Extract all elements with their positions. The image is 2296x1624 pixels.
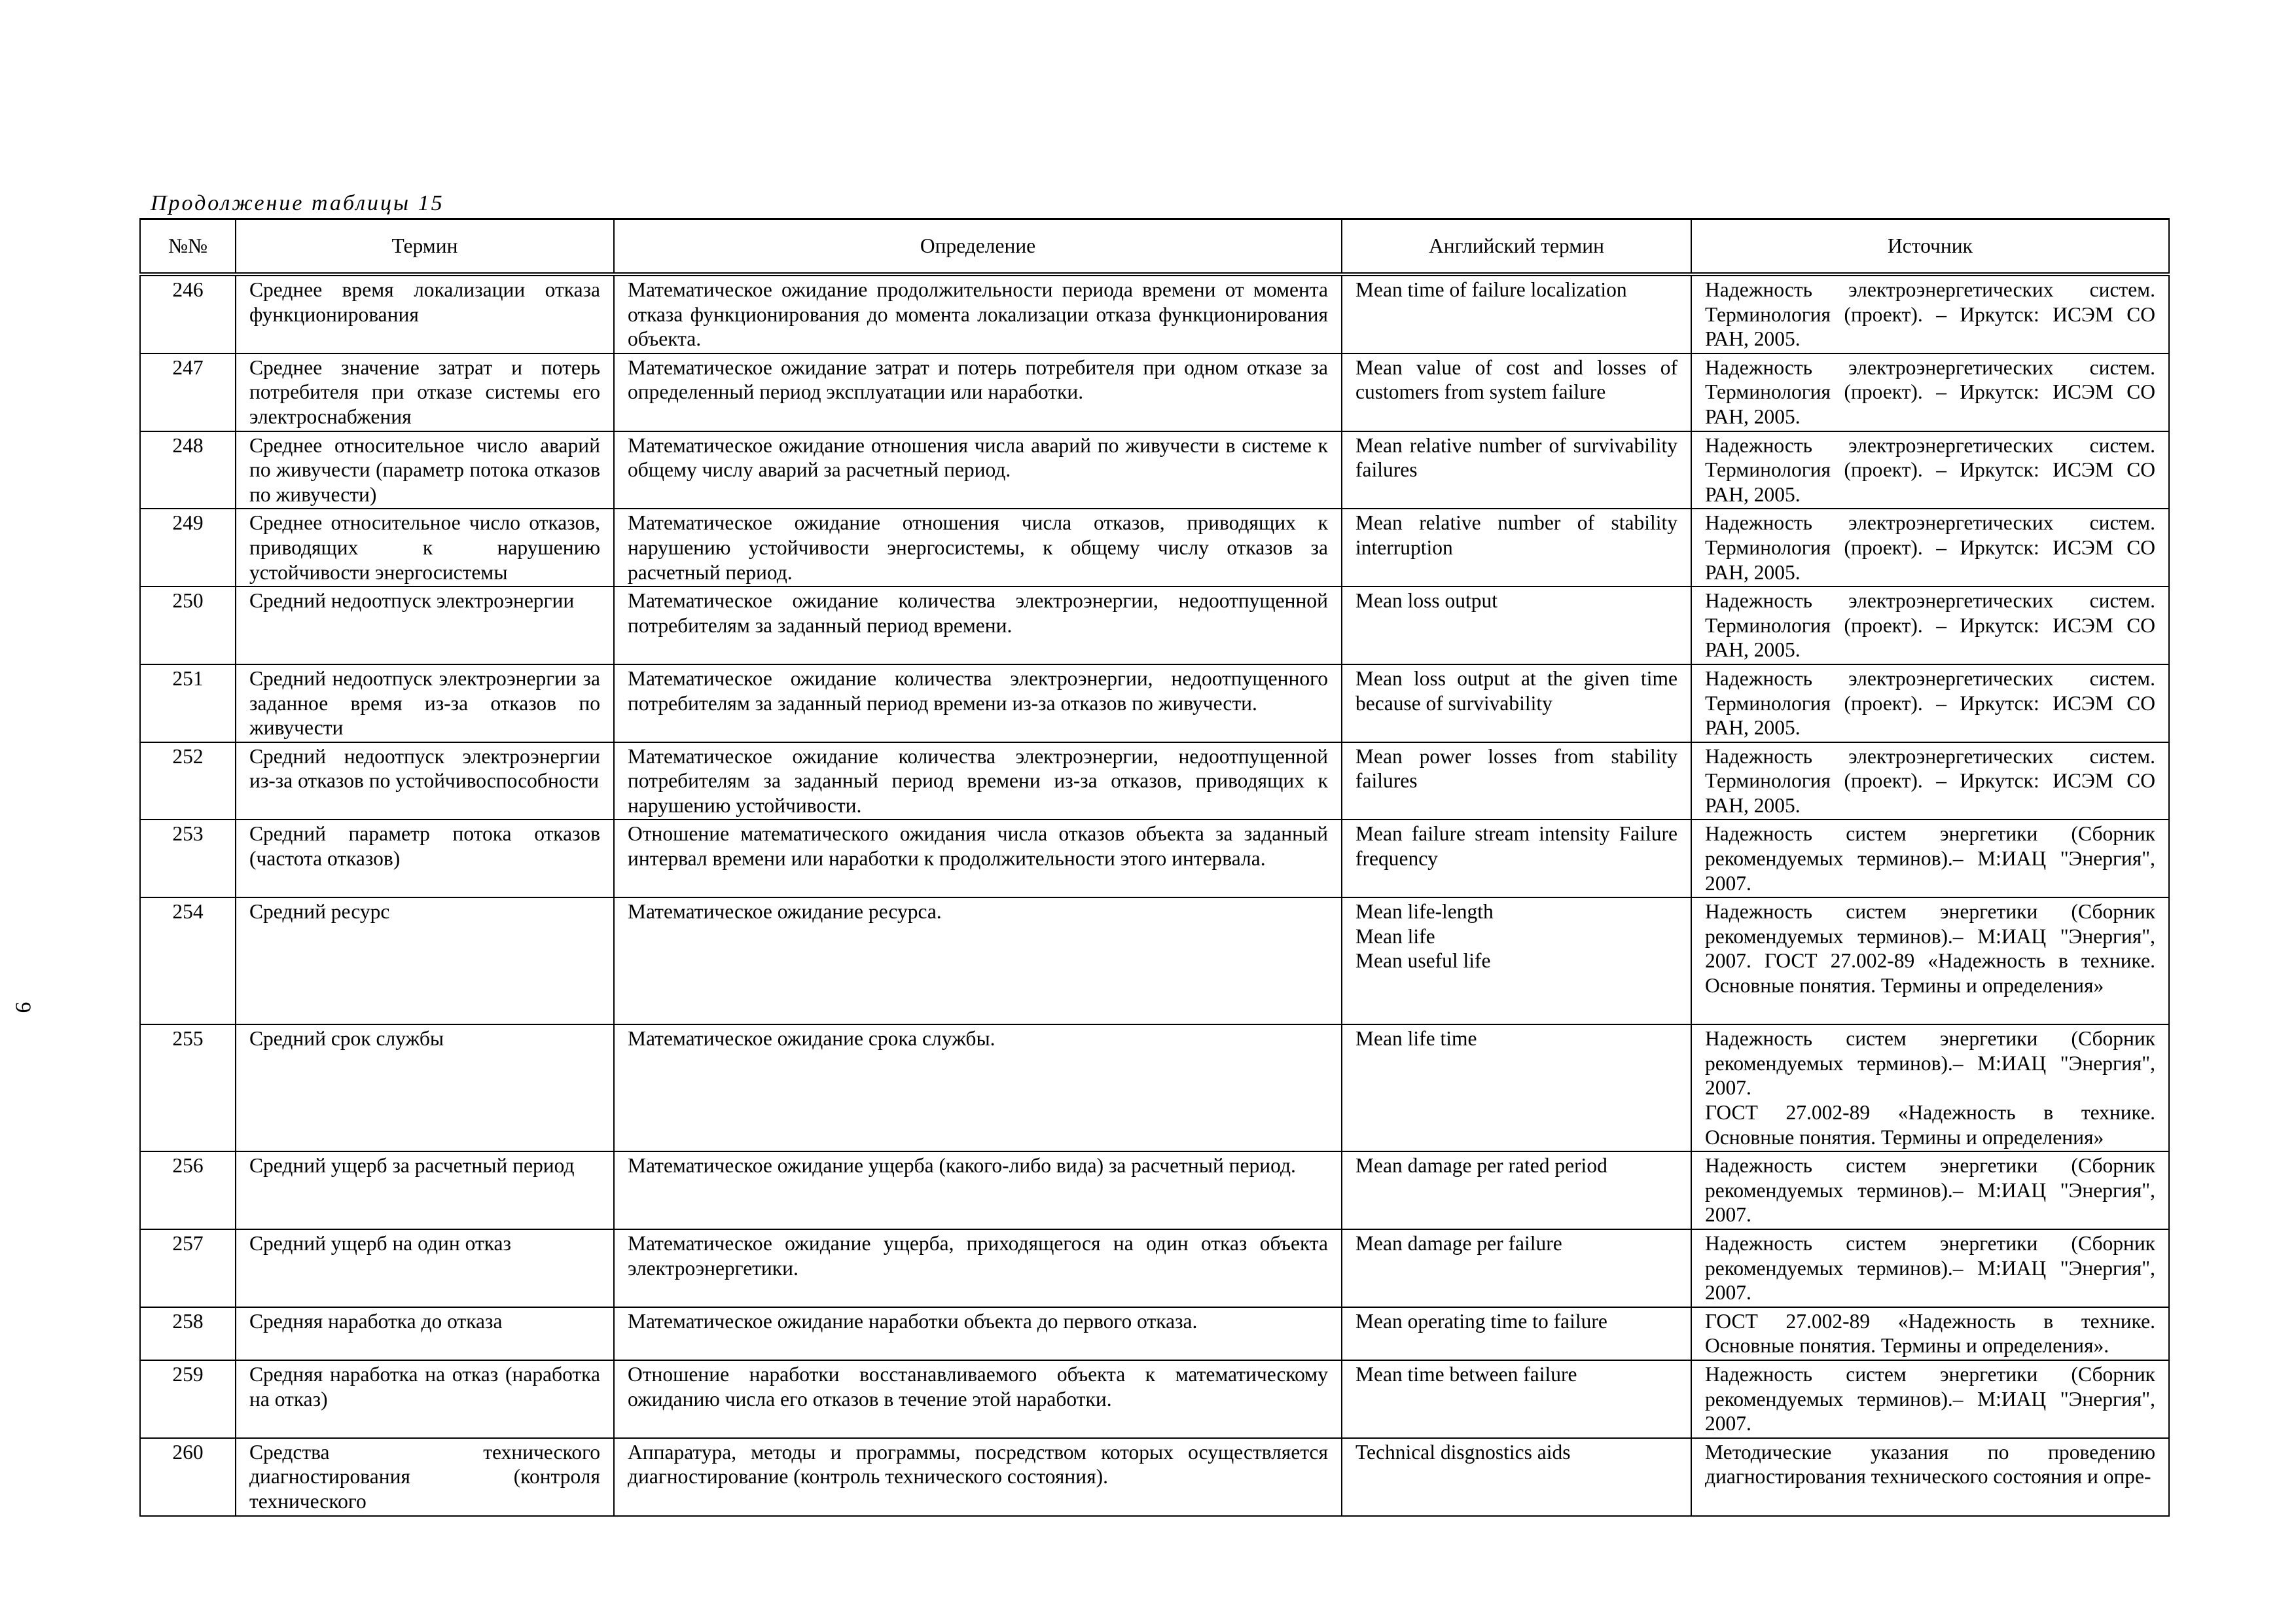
source-cell: Надежность электроэнергетических систем. Терминология (проект). – Иркутск: ИСЭМ СО РАН, 2005. <box>1691 509 2169 586</box>
row-number: 255 <box>140 1024 236 1151</box>
source-cell: Надежность электроэнергетических систем. Терминология (проект). – Иркутск: ИСЭМ СО РАН, 2005. <box>1691 664 2169 742</box>
table-row <box>140 820 2169 897</box>
source-text-extra: ГОСТ 27.002-89 «Надежность в технике. Основные понятия. Термины и определения» <box>1705 1101 2155 1149</box>
source-cell: Надежность систем энергетики (Сборник рекомендуемых терминов).– М:ИАЦ "Энергия", 2007. <box>1691 820 2169 897</box>
english-term-cell: Mean time between failure <box>1342 1360 1691 1438</box>
row-number: 259 <box>140 1360 236 1438</box>
source-cell: Надежность электроэнергетических систем. Терминология (проект). – Иркутск: ИСЭМ СО РАН, 2005. <box>1691 353 2169 431</box>
table-caption: Продолжение таблицы 15 <box>151 191 444 215</box>
header-source: Источник <box>1691 219 2169 275</box>
source-cell: Надежность систем энергетики (Сборник рекомендуемых терминов).– М:ИАЦ "Энергия", 2007. ГОСТ 27.002-89 «Надежность в технике. Основные понятия. Термины и определения» <box>1691 897 2169 1024</box>
row-number: 250 <box>140 586 236 664</box>
english-term-cell: Mean value of cost and losses of customers from system failure <box>1342 353 1691 431</box>
table-header-row <box>140 219 2169 275</box>
table-row <box>140 1360 2169 1438</box>
definition-cell: Математическое ожидание количества электроэнергии, недоотпущенной потребителям за заданный период времени. <box>614 586 1342 664</box>
source-cell: Надежность электроэнергетических систем. Терминология (проект). – Иркутск: ИСЭМ СО РАН, 2005. <box>1691 742 2169 820</box>
term-cell: Средний ущерб на один отказ <box>236 1229 614 1307</box>
term-cell: Средняя наработка до отказа <box>236 1307 614 1360</box>
header-english-term: Английский термин <box>1342 219 1691 275</box>
english-term-cell: Mean failure stream intensity Failure frequency <box>1342 820 1691 897</box>
table-row <box>140 1024 2169 1151</box>
term-cell: Средний срок службы <box>236 1024 614 1151</box>
row-number: 253 <box>140 820 236 897</box>
definition-cell: Математическое ожидание ущерба, приходящегося на один отказ объекта электроэнергетики. <box>614 1229 1342 1307</box>
english-term-cell: Mean relative number of survivability failures <box>1342 431 1691 509</box>
source-text: Надежность систем энергетики (Сборник рекомендуемых терминов).– М:ИАЦ "Энергия", 2007. <box>1705 1027 2155 1100</box>
english-term-line: Mean life <box>1355 924 1435 948</box>
row-number: 249 <box>140 509 236 586</box>
english-term-line: Mean useful life <box>1355 949 1491 973</box>
row-number: 252 <box>140 742 236 820</box>
definition-cell: Математическое ожидание количества электроэнергии, недоотпущенного потребителям за заданный период времени из-за отказов по живучести. <box>614 664 1342 742</box>
table-row <box>140 1438 2169 1516</box>
table-row <box>140 742 2169 820</box>
definition-cell: Отношение наработки восстанавливаемого объекта к математическому ожиданию числа его отказов в течение этой наработки. <box>614 1360 1342 1438</box>
table-row <box>140 1229 2169 1307</box>
term-cell: Среднее значение затрат и потерь потребителя при отказе системы его электроснабжения <box>236 353 614 431</box>
page-number: 9 <box>10 1001 35 1013</box>
definition-cell: Математическое ожидание отношения числа аварий по живучести в системе к общему числу аварий за расчетный период. <box>614 431 1342 509</box>
english-term-cell <box>1342 897 1691 1024</box>
definition-cell: Математическое ожидание ущерба (какого-либо вида) за расчетный период. <box>614 1151 1342 1229</box>
term-cell: Средний ущерб за расчетный период <box>236 1151 614 1229</box>
header-term: Термин <box>236 219 614 275</box>
term-cell: Среднее относительное число аварий по живучести (параметр потока отказов по живучести) <box>236 431 614 509</box>
source-cell: Надежность электроэнергетических систем. Терминология (проект). – Иркутск: ИСЭМ СО РАН, 2005. <box>1691 274 2169 353</box>
english-term-cell: Mean damage per failure <box>1342 1229 1691 1307</box>
row-number: 246 <box>140 274 236 353</box>
term-cell: Средняя наработка на отказ (наработка на отказ) <box>236 1360 614 1438</box>
definition-cell: Математическое ожидание количества электроэнергии, недоотпущенной потребителям за заданный период времени из-за отказов, приводящих к нарушению устойчивости. <box>614 742 1342 820</box>
term-cell: Средний ресурс <box>236 897 614 1024</box>
english-term-cell: Mean operating time to failure <box>1342 1307 1691 1360</box>
table-row <box>140 431 2169 509</box>
english-term-cell: Mean time of failure localization <box>1342 274 1691 353</box>
table-row <box>140 897 2169 1024</box>
english-term-cell: Mean life time <box>1342 1024 1691 1151</box>
source-cell: Методические указания по проведению диагностирования технического состояния и опре- <box>1691 1438 2169 1516</box>
source-cell: Надежность электроэнергетических систем. Терминология (проект). – Иркутск: ИСЭМ СО РАН, 2005. <box>1691 586 2169 664</box>
source-cell <box>1691 1024 2169 1151</box>
table-row <box>140 664 2169 742</box>
row-number: 256 <box>140 1151 236 1229</box>
english-term-cell: Mean damage per rated period <box>1342 1151 1691 1229</box>
definition-cell: Математическое ожидание затрат и потерь потребителя при одном отказе за определенный период эксплуатации или наработки. <box>614 353 1342 431</box>
english-term-cell: Mean power losses from stability failures <box>1342 742 1691 820</box>
source-cell: Надежность электроэнергетических систем. Терминология (проект). – Иркутск: ИСЭМ СО РАН, 2005. <box>1691 431 2169 509</box>
row-number: 254 <box>140 897 236 1024</box>
english-term-cell: Mean loss output at the given time because of survivability <box>1342 664 1691 742</box>
row-number: 247 <box>140 353 236 431</box>
table-row <box>140 353 2169 431</box>
table-row <box>140 509 2169 586</box>
row-number: 251 <box>140 664 236 742</box>
row-number: 248 <box>140 431 236 509</box>
definition-cell: Аппаратура, методы и программы, посредством которых осуществляется диагностирование (контроль технического состояния). <box>614 1438 1342 1516</box>
term-cell: Средний недоотпуск электроэнергии из-за отказов по устойчивоспособности <box>236 742 614 820</box>
table-row <box>140 274 2169 353</box>
term-cell: Средний параметр потока отказов (частота отказов) <box>236 820 614 897</box>
header-num: №№ <box>140 219 236 275</box>
english-term-cell: Technical disgnostics aids <box>1342 1438 1691 1516</box>
row-number: 258 <box>140 1307 236 1360</box>
source-cell: Надежность систем энергетики (Сборник рекомендуемых терминов).– М:ИАЦ "Энергия", 2007. <box>1691 1360 2169 1438</box>
table-row <box>140 586 2169 664</box>
header-definition: Определение <box>614 219 1342 275</box>
term-cell: Средний недоотпуск электроэнергии за заданное время из-за отказов по живучести <box>236 664 614 742</box>
term-cell: Средний недоотпуск электроэнергии <box>236 586 614 664</box>
term-cell: Среднее время локализации отказа функционирования <box>236 274 614 353</box>
term-cell: Среднее относительное число отказов, приводящих к нарушению устойчивости энергосистемы <box>236 509 614 586</box>
terms-table <box>139 218 2170 1517</box>
source-cell: Надежность систем энергетики (Сборник рекомендуемых терминов).– М:ИАЦ "Энергия", 2007. <box>1691 1229 2169 1307</box>
table-row <box>140 1151 2169 1229</box>
definition-cell: Математическое ожидание наработки объекта до первого отказа. <box>614 1307 1342 1360</box>
table-row <box>140 1307 2169 1360</box>
source-cell: ГОСТ 27.002-89 «Надежность в технике. Основные понятия. Термины и определения». <box>1691 1307 2169 1360</box>
english-term-line: Mean life-length <box>1355 900 1494 924</box>
definition-cell: Отношение математического ожидания числа отказов объекта за заданный интервал времени или наработки к продолжительности этого интервала. <box>614 820 1342 897</box>
definition-cell: Математическое ожидание продолжительности периода времени от момента отказа функционирования до момента локализации отказа функционирования объекта. <box>614 274 1342 353</box>
row-number: 257 <box>140 1229 236 1307</box>
row-number: 260 <box>140 1438 236 1516</box>
english-term-cell: Mean loss output <box>1342 586 1691 664</box>
definition-cell: Математическое ожидание отношения числа отказов, приводящих к нарушению устойчивости энергосистемы, к общему числу отказов за расчетный период. <box>614 509 1342 586</box>
definition-cell: Математическое ожидание срока службы. <box>614 1024 1342 1151</box>
english-term-cell: Mean relative number of stability interruption <box>1342 509 1691 586</box>
definition-cell: Математическое ожидание ресурса. <box>614 897 1342 1024</box>
term-cell: Средства технического диагностирования (контроля технического <box>236 1438 614 1516</box>
source-cell: Надежность систем энергетики (Сборник рекомендуемых терминов).– М:ИАЦ "Энергия", 2007. <box>1691 1151 2169 1229</box>
